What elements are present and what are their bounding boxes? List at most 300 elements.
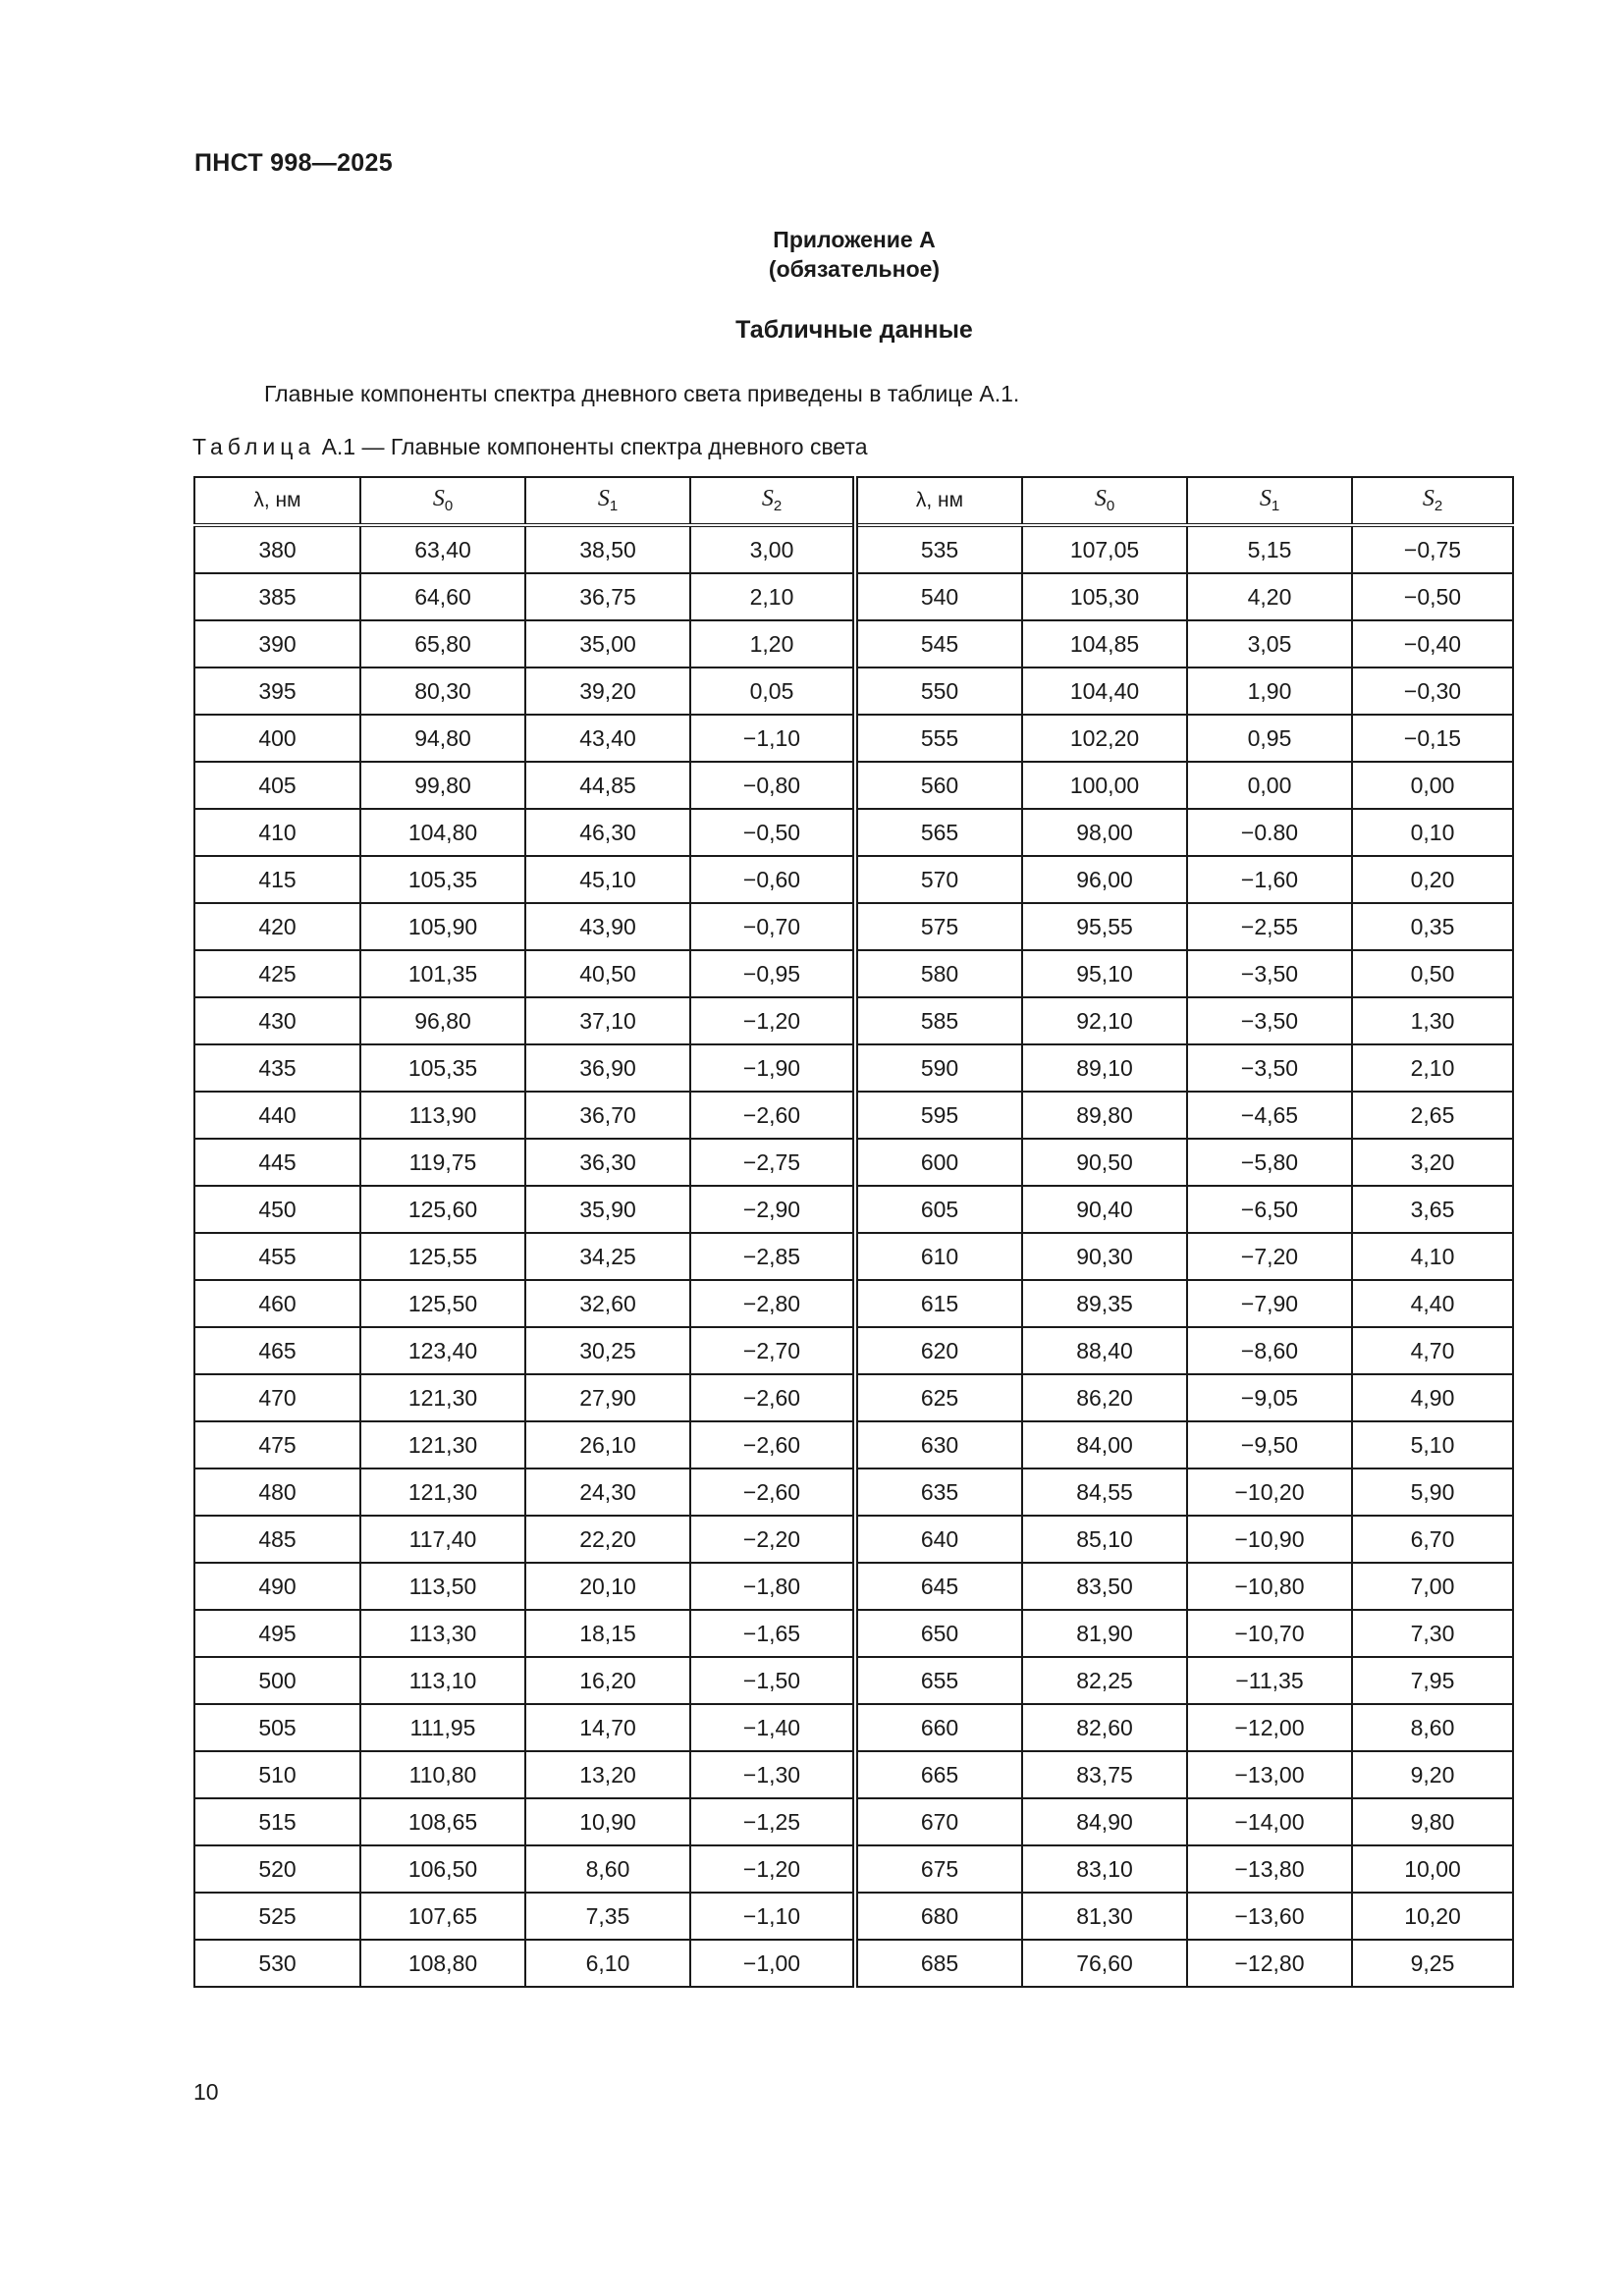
- cell-lambda-right: 555: [855, 715, 1022, 762]
- cell-s1: 18,15: [525, 1610, 690, 1657]
- section-title: Табличные данные: [735, 316, 973, 344]
- cell-lambda-right: 650: [855, 1610, 1022, 1657]
- cell-s1: 43,40: [525, 715, 690, 762]
- cell-s1-right: 0,95: [1187, 715, 1352, 762]
- cell-s0: 113,30: [360, 1610, 525, 1657]
- cell-s0: 107,65: [360, 1893, 525, 1940]
- cell-s1-right: −7,20: [1187, 1233, 1352, 1280]
- table-body: [194, 525, 1513, 1987]
- cell-lambda: 485: [194, 1516, 360, 1563]
- table-row: [194, 950, 1513, 997]
- cell-s1: 37,10: [525, 997, 690, 1044]
- table-row: [194, 1280, 1513, 1327]
- table-row: [194, 667, 1513, 715]
- annex-status: (обязательное): [768, 256, 941, 282]
- cell-s1-right: −12,80: [1187, 1940, 1352, 1987]
- cell-s1-right: −10,90: [1187, 1516, 1352, 1563]
- header-lambda: λ, нм: [194, 477, 360, 525]
- cell-s1-right: −2,55: [1187, 903, 1352, 950]
- cell-lambda: 515: [194, 1798, 360, 1845]
- table-row: [194, 715, 1513, 762]
- cell-s0: 80,30: [360, 667, 525, 715]
- cell-s1-right: −5,80: [1187, 1139, 1352, 1186]
- cell-s2-right: 5,10: [1352, 1421, 1513, 1468]
- page-number: 10: [193, 2079, 219, 2105]
- cell-s1-right: −13,80: [1187, 1845, 1352, 1893]
- cell-s2-right: 4,90: [1352, 1374, 1513, 1421]
- header-s0-right: [1022, 477, 1187, 525]
- cell-s1-right: −3,50: [1187, 1044, 1352, 1092]
- cell-s2: −1,90: [690, 1044, 855, 1092]
- table-row: [194, 1610, 1513, 1657]
- cell-s2: −0,50: [690, 809, 855, 856]
- cell-s2: −0,60: [690, 856, 855, 903]
- cell-s2: 1,20: [690, 620, 855, 667]
- cell-s0-right: 76,60: [1022, 1940, 1187, 1987]
- table-caption-prefix: Таблица: [192, 434, 316, 459]
- header-s0-right-sub: 0: [1106, 498, 1115, 515]
- cell-s0-right: 89,10: [1022, 1044, 1187, 1092]
- cell-s1: 44,85: [525, 762, 690, 809]
- cell-lambda-right: 535: [855, 525, 1022, 573]
- cell-s0-right: 84,00: [1022, 1421, 1187, 1468]
- cell-lambda-right: 615: [855, 1280, 1022, 1327]
- cell-s2-right: −0,15: [1352, 715, 1513, 762]
- cell-s1: 39,20: [525, 667, 690, 715]
- spectrum-table: [193, 476, 1514, 1988]
- cell-s2: −2,60: [690, 1421, 855, 1468]
- cell-s1-right: −4,65: [1187, 1092, 1352, 1139]
- cell-s0: 105,35: [360, 856, 525, 903]
- cell-s0-right: 104,40: [1022, 667, 1187, 715]
- cell-s0-right: 88,40: [1022, 1327, 1187, 1374]
- cell-lambda: 520: [194, 1845, 360, 1893]
- cell-s2: 2,10: [690, 573, 855, 620]
- cell-s1: 38,50: [525, 525, 690, 573]
- header-s1-right-sub: 1: [1271, 498, 1280, 515]
- cell-s2: −1,80: [690, 1563, 855, 1610]
- cell-s2-right: −0,75: [1352, 525, 1513, 573]
- cell-s2: −2,90: [690, 1186, 855, 1233]
- cell-lambda-right: 540: [855, 573, 1022, 620]
- cell-lambda: 530: [194, 1940, 360, 1987]
- cell-s1: 40,50: [525, 950, 690, 997]
- cell-lambda: 510: [194, 1751, 360, 1798]
- cell-s2: −0,70: [690, 903, 855, 950]
- cell-s1: 36,30: [525, 1139, 690, 1186]
- cell-s1: 35,90: [525, 1186, 690, 1233]
- cell-s1-right: −10,70: [1187, 1610, 1352, 1657]
- cell-s1: 14,70: [525, 1704, 690, 1751]
- table-row: [194, 1751, 1513, 1798]
- table-caption-text: А.1 — Главные компоненты спектра дневного света: [321, 434, 868, 459]
- cell-s1-right: −9,05: [1187, 1374, 1352, 1421]
- header-s0-sub: 0: [444, 498, 454, 515]
- cell-s2: −2,60: [690, 1468, 855, 1516]
- cell-lambda-right: 670: [855, 1798, 1022, 1845]
- cell-lambda-right: 600: [855, 1139, 1022, 1186]
- cell-s0-right: 90,50: [1022, 1139, 1187, 1186]
- cell-lambda: 475: [194, 1421, 360, 1468]
- table-row: [194, 620, 1513, 667]
- cell-lambda: 480: [194, 1468, 360, 1516]
- cell-lambda-right: 585: [855, 997, 1022, 1044]
- cell-s2: −1,40: [690, 1704, 855, 1751]
- cell-s2: 3,00: [690, 525, 855, 573]
- cell-s1: 45,10: [525, 856, 690, 903]
- cell-s2: −1,10: [690, 1893, 855, 1940]
- table-row: [194, 1374, 1513, 1421]
- cell-s2-right: 0,00: [1352, 762, 1513, 809]
- cell-s2: −1,20: [690, 997, 855, 1044]
- cell-s1: 6,10: [525, 1940, 690, 1987]
- cell-s2: −1,30: [690, 1751, 855, 1798]
- cell-lambda: 505: [194, 1704, 360, 1751]
- cell-lambda-right: 580: [855, 950, 1022, 997]
- cell-s1: 13,20: [525, 1751, 690, 1798]
- cell-lambda: 400: [194, 715, 360, 762]
- cell-s2-right: 0,50: [1352, 950, 1513, 997]
- cell-s1-right: −6,50: [1187, 1186, 1352, 1233]
- cell-s1-right: −0.80: [1187, 809, 1352, 856]
- cell-s0-right: 84,90: [1022, 1798, 1187, 1845]
- cell-s0-right: 81,90: [1022, 1610, 1187, 1657]
- cell-s2-right: 7,95: [1352, 1657, 1513, 1704]
- cell-lambda-right: 595: [855, 1092, 1022, 1139]
- table-row: [194, 1468, 1513, 1516]
- cell-s1-right: 0,00: [1187, 762, 1352, 809]
- cell-s0-right: 104,85: [1022, 620, 1187, 667]
- cell-lambda-right: 630: [855, 1421, 1022, 1468]
- cell-s2: −1,50: [690, 1657, 855, 1704]
- cell-s2: 0,05: [690, 667, 855, 715]
- cell-s0-right: 100,00: [1022, 762, 1187, 809]
- table-row: [194, 1139, 1513, 1186]
- cell-s0-right: 82,25: [1022, 1657, 1187, 1704]
- cell-s1: 27,90: [525, 1374, 690, 1421]
- cell-s2-right: 7,00: [1352, 1563, 1513, 1610]
- cell-s1-right: 4,20: [1187, 573, 1352, 620]
- cell-s0-right: 82,60: [1022, 1704, 1187, 1751]
- cell-s1-right: −8,60: [1187, 1327, 1352, 1374]
- cell-s1-right: 1,90: [1187, 667, 1352, 715]
- cell-lambda: 430: [194, 997, 360, 1044]
- cell-s1-right: −10,80: [1187, 1563, 1352, 1610]
- cell-lambda: 395: [194, 667, 360, 715]
- cell-s1: 36,70: [525, 1092, 690, 1139]
- cell-s0: 105,90: [360, 903, 525, 950]
- table-row: [194, 1327, 1513, 1374]
- cell-lambda-right: 625: [855, 1374, 1022, 1421]
- cell-s2-right: 7,30: [1352, 1610, 1513, 1657]
- cell-s2-right: 5,90: [1352, 1468, 1513, 1516]
- table-header-row: [194, 477, 1513, 525]
- cell-s2: −2,75: [690, 1139, 855, 1186]
- table-row: [194, 1798, 1513, 1845]
- cell-s2: −2,70: [690, 1327, 855, 1374]
- cell-s2: −2,60: [690, 1092, 855, 1139]
- cell-s2: −1,00: [690, 1940, 855, 1987]
- cell-s0-right: 85,10: [1022, 1516, 1187, 1563]
- cell-s1: 20,10: [525, 1563, 690, 1610]
- cell-s0-right: 84,55: [1022, 1468, 1187, 1516]
- cell-lambda: 390: [194, 620, 360, 667]
- cell-s0-right: 81,30: [1022, 1893, 1187, 1940]
- cell-s2-right: 9,25: [1352, 1940, 1513, 1987]
- cell-s1: 43,90: [525, 903, 690, 950]
- cell-lambda: 415: [194, 856, 360, 903]
- cell-s0: 125,50: [360, 1280, 525, 1327]
- cell-lambda-right: 680: [855, 1893, 1022, 1940]
- cell-lambda: 440: [194, 1092, 360, 1139]
- header-s1-base: S: [597, 486, 610, 512]
- annex-heading: [0, 225, 1624, 284]
- cell-s2: −1,25: [690, 1798, 855, 1845]
- cell-s1-right: 3,05: [1187, 620, 1352, 667]
- table-row: [194, 1516, 1513, 1563]
- cell-lambda: 405: [194, 762, 360, 809]
- cell-lambda: 450: [194, 1186, 360, 1233]
- cell-s0-right: 95,10: [1022, 950, 1187, 997]
- table-row: [194, 809, 1513, 856]
- cell-s1: 36,90: [525, 1044, 690, 1092]
- cell-lambda-right: 605: [855, 1186, 1022, 1233]
- table-row: [194, 1657, 1513, 1704]
- cell-s1: 7,35: [525, 1893, 690, 1940]
- table-row: [194, 856, 1513, 903]
- cell-lambda-right: 620: [855, 1327, 1022, 1374]
- header-s2-sub: 2: [773, 498, 783, 515]
- cell-s1-right: −14,00: [1187, 1798, 1352, 1845]
- cell-s0-right: 96,00: [1022, 856, 1187, 903]
- cell-s2-right: 6,70: [1352, 1516, 1513, 1563]
- cell-lambda: 380: [194, 525, 360, 573]
- cell-lambda: 525: [194, 1893, 360, 1940]
- cell-s2-right: 4,40: [1352, 1280, 1513, 1327]
- cell-s2-right: 10,00: [1352, 1845, 1513, 1893]
- table-row: [194, 903, 1513, 950]
- cell-s0: 117,40: [360, 1516, 525, 1563]
- cell-s2-right: 0,20: [1352, 856, 1513, 903]
- cell-s2: −2,85: [690, 1233, 855, 1280]
- cell-s1: 16,20: [525, 1657, 690, 1704]
- annex-title: Приложение А: [773, 227, 936, 252]
- header-s2-right-base: S: [1422, 486, 1435, 512]
- table-row: [194, 1940, 1513, 1987]
- cell-s0-right: 86,20: [1022, 1374, 1187, 1421]
- cell-s0-right: 102,20: [1022, 715, 1187, 762]
- table-row: [194, 1186, 1513, 1233]
- header-s2-right: [1352, 477, 1513, 525]
- cell-lambda: 455: [194, 1233, 360, 1280]
- cell-s2-right: 3,20: [1352, 1139, 1513, 1186]
- cell-s0-right: 83,50: [1022, 1563, 1187, 1610]
- cell-s0-right: 98,00: [1022, 809, 1187, 856]
- cell-lambda: 425: [194, 950, 360, 997]
- cell-lambda: 435: [194, 1044, 360, 1092]
- table-row: [194, 525, 1513, 573]
- cell-lambda: 410: [194, 809, 360, 856]
- cell-s2-right: −0,50: [1352, 573, 1513, 620]
- header-s2-right-sub: 2: [1434, 498, 1443, 515]
- header-s0: [360, 477, 525, 525]
- cell-s1: 30,25: [525, 1327, 690, 1374]
- cell-s0: 106,50: [360, 1845, 525, 1893]
- cell-s0-right: 83,10: [1022, 1845, 1187, 1893]
- cell-s0-right: 92,10: [1022, 997, 1187, 1044]
- cell-lambda-right: 665: [855, 1751, 1022, 1798]
- cell-s2-right: −0,30: [1352, 667, 1513, 715]
- cell-s1: 22,20: [525, 1516, 690, 1563]
- cell-s1-right: 5,15: [1187, 525, 1352, 573]
- cell-lambda: 470: [194, 1374, 360, 1421]
- cell-s2: −0,95: [690, 950, 855, 997]
- table-row: [194, 1092, 1513, 1139]
- cell-s0: 65,80: [360, 620, 525, 667]
- cell-s1: 26,10: [525, 1421, 690, 1468]
- cell-s0-right: 90,40: [1022, 1186, 1187, 1233]
- cell-s2-right: 4,70: [1352, 1327, 1513, 1374]
- table-row: [194, 1893, 1513, 1940]
- cell-s1-right: −7,90: [1187, 1280, 1352, 1327]
- cell-lambda: 460: [194, 1280, 360, 1327]
- cell-s2-right: 4,10: [1352, 1233, 1513, 1280]
- cell-lambda-right: 565: [855, 809, 1022, 856]
- cell-s2: −2,60: [690, 1374, 855, 1421]
- cell-lambda-right: 575: [855, 903, 1022, 950]
- cell-s1: 24,30: [525, 1468, 690, 1516]
- cell-lambda-right: 560: [855, 762, 1022, 809]
- cell-lambda-right: 675: [855, 1845, 1022, 1893]
- cell-s0: 123,40: [360, 1327, 525, 1374]
- header-s1-right: [1187, 477, 1352, 525]
- cell-s1-right: −12,00: [1187, 1704, 1352, 1751]
- cell-lambda-right: 590: [855, 1044, 1022, 1092]
- header-s0-base: S: [432, 486, 445, 512]
- cell-s1: 10,90: [525, 1798, 690, 1845]
- cell-s0: 125,55: [360, 1233, 525, 1280]
- cell-s0-right: 89,80: [1022, 1092, 1187, 1139]
- cell-s0: 121,30: [360, 1421, 525, 1468]
- cell-s0: 108,80: [360, 1940, 525, 1987]
- cell-s1: 32,60: [525, 1280, 690, 1327]
- cell-s0-right: 89,35: [1022, 1280, 1187, 1327]
- cell-lambda-right: 610: [855, 1233, 1022, 1280]
- cell-s1-right: −11,35: [1187, 1657, 1352, 1704]
- document-code: ПНСТ 998—2025: [194, 149, 393, 177]
- cell-s0-right: 83,75: [1022, 1751, 1187, 1798]
- cell-lambda: 445: [194, 1139, 360, 1186]
- table-row: [194, 1044, 1513, 1092]
- table-row: [194, 762, 1513, 809]
- table-row: [194, 1845, 1513, 1893]
- cell-lambda-right: 545: [855, 620, 1022, 667]
- cell-s2-right: 0,35: [1352, 903, 1513, 950]
- cell-s0-right: 105,30: [1022, 573, 1187, 620]
- cell-s0: 125,60: [360, 1186, 525, 1233]
- cell-s0: 121,30: [360, 1468, 525, 1516]
- cell-s2-right: 0,10: [1352, 809, 1513, 856]
- cell-s1: 8,60: [525, 1845, 690, 1893]
- intro-paragraph: Главные компоненты спектра дневного света приведены в таблице А.1.: [264, 381, 1020, 406]
- cell-s0: 64,60: [360, 573, 525, 620]
- cell-lambda: 465: [194, 1327, 360, 1374]
- header-lambda-right: λ, нм: [855, 477, 1022, 525]
- cell-s2-right: 2,65: [1352, 1092, 1513, 1139]
- cell-lambda-right: 570: [855, 856, 1022, 903]
- cell-s2-right: 9,80: [1352, 1798, 1513, 1845]
- cell-s1-right: −3,50: [1187, 950, 1352, 997]
- cell-s1: 35,00: [525, 620, 690, 667]
- cell-s0: 121,30: [360, 1374, 525, 1421]
- cell-s0: 119,75: [360, 1139, 525, 1186]
- cell-s2: −2,20: [690, 1516, 855, 1563]
- cell-s1-right: −10,20: [1187, 1468, 1352, 1516]
- cell-s1: 34,25: [525, 1233, 690, 1280]
- cell-s0: 99,80: [360, 762, 525, 809]
- cell-s2-right: 9,20: [1352, 1751, 1513, 1798]
- cell-s0: 63,40: [360, 525, 525, 573]
- cell-s1-right: −3,50: [1187, 997, 1352, 1044]
- cell-lambda: 500: [194, 1657, 360, 1704]
- header-s2: [690, 477, 855, 525]
- cell-s0: 94,80: [360, 715, 525, 762]
- cell-s2: −1,65: [690, 1610, 855, 1657]
- table-row: [194, 1421, 1513, 1468]
- cell-s0: 110,80: [360, 1751, 525, 1798]
- cell-s0-right: 107,05: [1022, 525, 1187, 573]
- cell-s2-right: 8,60: [1352, 1704, 1513, 1751]
- cell-s2-right: 3,65: [1352, 1186, 1513, 1233]
- cell-s2: −2,80: [690, 1280, 855, 1327]
- header-s0-right-base: S: [1094, 486, 1107, 512]
- table-caption: [192, 434, 868, 460]
- cell-s1-right: −1,60: [1187, 856, 1352, 903]
- cell-lambda: 490: [194, 1563, 360, 1610]
- cell-s1: 36,75: [525, 573, 690, 620]
- cell-s0: 111,95: [360, 1704, 525, 1751]
- cell-lambda: 420: [194, 903, 360, 950]
- cell-lambda-right: 635: [855, 1468, 1022, 1516]
- header-s1-sub: 1: [609, 498, 619, 515]
- cell-lambda-right: 550: [855, 667, 1022, 715]
- cell-s0: 113,50: [360, 1563, 525, 1610]
- cell-s2: −1,10: [690, 715, 855, 762]
- table-row: [194, 1233, 1513, 1280]
- cell-s1-right: −13,60: [1187, 1893, 1352, 1940]
- cell-lambda: 495: [194, 1610, 360, 1657]
- cell-lambda-right: 660: [855, 1704, 1022, 1751]
- cell-s0: 113,10: [360, 1657, 525, 1704]
- cell-s1-right: −13,00: [1187, 1751, 1352, 1798]
- cell-s1: 46,30: [525, 809, 690, 856]
- table-row: [194, 1704, 1513, 1751]
- cell-s2: −0,80: [690, 762, 855, 809]
- table-row: [194, 573, 1513, 620]
- cell-lambda-right: 685: [855, 1940, 1022, 1987]
- cell-lambda: 385: [194, 573, 360, 620]
- cell-s0-right: 95,55: [1022, 903, 1187, 950]
- cell-s0: 108,65: [360, 1798, 525, 1845]
- table-row: [194, 997, 1513, 1044]
- cell-s2-right: 1,30: [1352, 997, 1513, 1044]
- cell-s0: 105,35: [360, 1044, 525, 1092]
- cell-s2-right: 2,10: [1352, 1044, 1513, 1092]
- header-s2-base: S: [761, 486, 774, 512]
- cell-s0-right: 90,30: [1022, 1233, 1187, 1280]
- table-row: [194, 1563, 1513, 1610]
- cell-lambda-right: 655: [855, 1657, 1022, 1704]
